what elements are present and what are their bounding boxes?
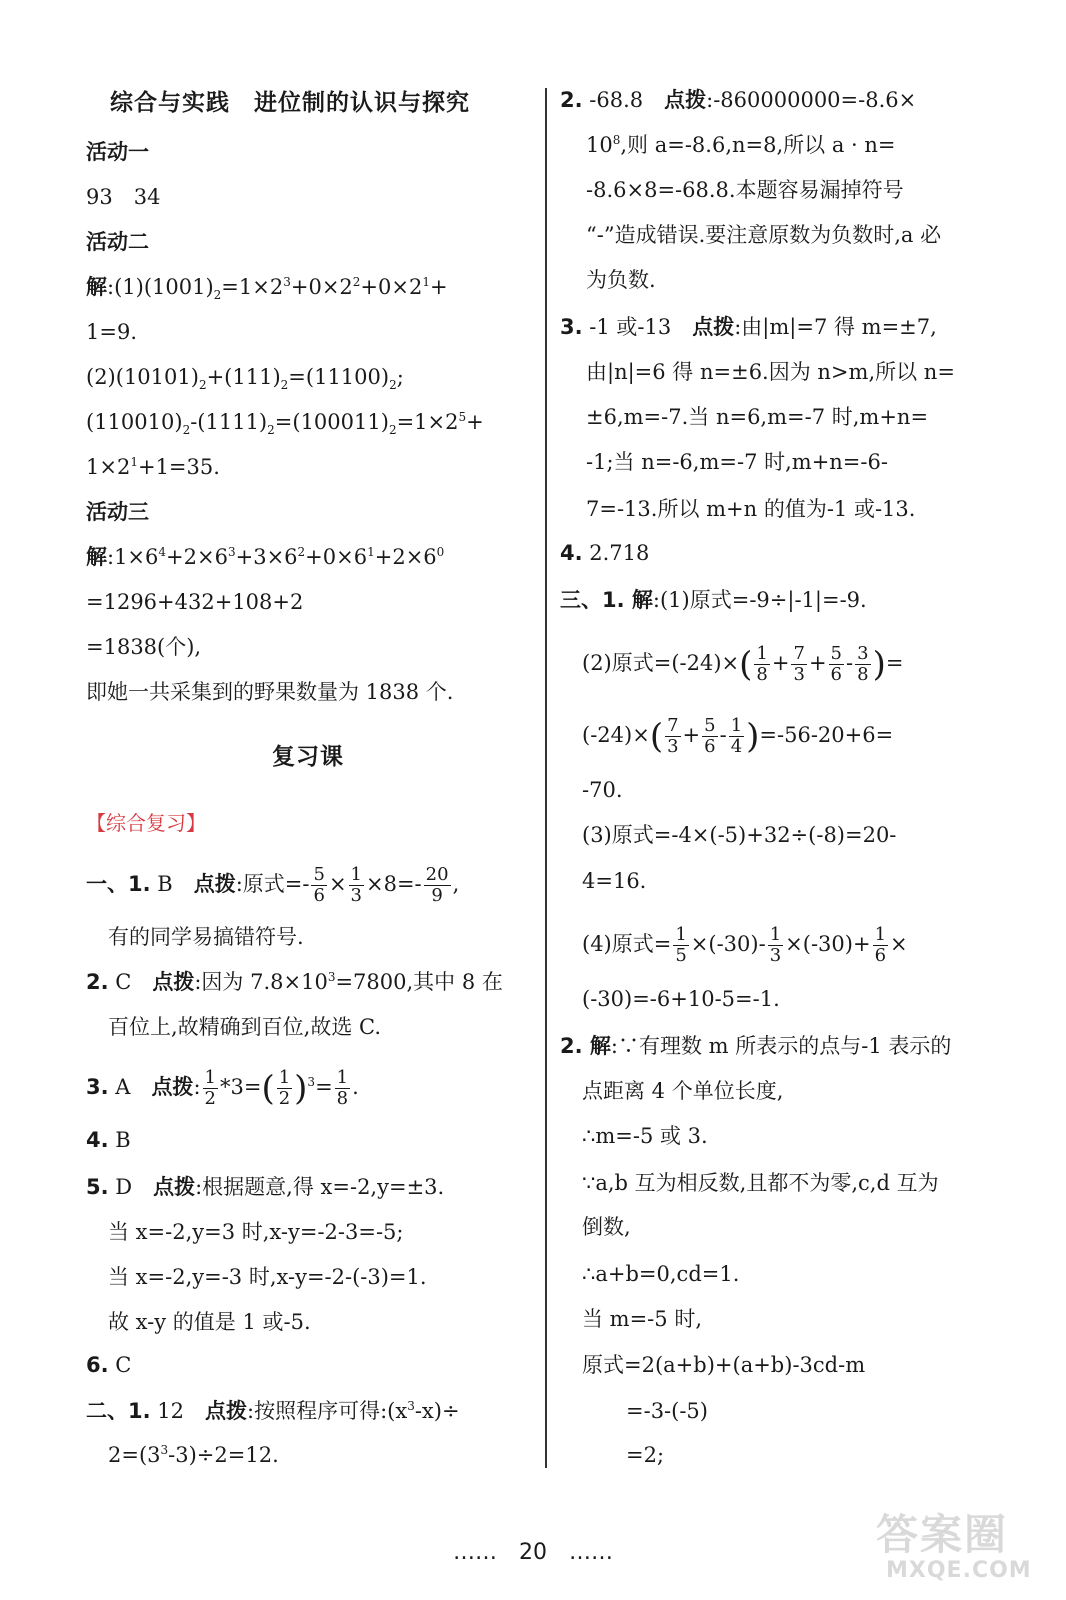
denominator: 8	[857, 664, 869, 685]
text: =	[885, 651, 904, 675]
r2-line-5: 为负数.	[586, 268, 656, 292]
denominator: 3	[667, 736, 679, 757]
activity-1-answer: 93 34	[86, 185, 161, 209]
column-divider	[545, 88, 547, 1468]
paren: )	[746, 716, 760, 757]
fraction	[665, 716, 680, 757]
fraction	[424, 865, 451, 906]
text: 2=(3	[108, 1443, 161, 1467]
solution-label: 解	[86, 275, 107, 299]
fraction	[791, 644, 806, 685]
q1-6	[86, 1350, 131, 1380]
denominator: 8	[336, 1088, 349, 1109]
hint-label: 点拨	[193, 872, 236, 896]
paren: (	[261, 1068, 275, 1109]
s3-2-line-7: 当 m=-5 时,	[582, 1307, 702, 1331]
numerator: 7	[793, 643, 805, 664]
fraction	[829, 644, 844, 685]
solution-label: 解	[582, 1034, 611, 1058]
sup: 3	[327, 970, 336, 984]
text: =(100011)	[274, 410, 389, 434]
text: +	[771, 651, 790, 675]
sup: 5	[458, 410, 467, 424]
numerator: 5	[830, 643, 842, 664]
text: -1 或-13	[582, 315, 693, 339]
s3-2-line-6: ∴a+b=0,cd=1.	[582, 1262, 740, 1286]
text: B	[108, 1128, 131, 1152]
text: ;	[396, 365, 404, 389]
text: *3=	[219, 1075, 262, 1099]
paren: )	[872, 644, 886, 685]
text: ,	[452, 872, 460, 896]
text: :1×6	[107, 545, 159, 569]
s3-1-line-6: 4=16.	[582, 869, 647, 893]
section-title: 综合与实践 进位制的认识与探究	[110, 90, 470, 116]
watermark-logo	[868, 1502, 1048, 1592]
r3-line-2: 由|n|=6 得 n=±6.因为 n>m,所以 n=	[586, 360, 955, 384]
text: =1×2	[396, 410, 459, 434]
s3-2-line-5: 倒数,	[582, 1215, 631, 1239]
numerator: 1	[336, 1067, 349, 1088]
sub: 2	[388, 423, 397, 438]
r3-line-1	[560, 312, 937, 342]
sup: 2	[297, 545, 306, 559]
sup: 1	[367, 545, 375, 559]
text: +0×2	[290, 275, 353, 299]
text: =1×2	[221, 275, 284, 299]
text: A	[108, 1075, 152, 1099]
r4	[560, 538, 649, 568]
sub: 2	[213, 288, 222, 303]
denominator: 3	[793, 664, 805, 685]
activity-2-line-2: 1=9.	[86, 320, 137, 344]
review-tag: 【综合复习】	[86, 811, 206, 835]
denominator: 5	[675, 945, 687, 966]
sup: 3	[227, 545, 236, 559]
numerator: 3	[857, 643, 869, 664]
r2-line-3: -8.6×8=-68.8.本题容易漏掉符号	[586, 178, 904, 202]
denominator: 6	[830, 664, 842, 685]
q1-5-line-3: 当 x=-2,y=-3 时,x-y=-2-(-3)=1.	[108, 1265, 427, 1289]
paren: (	[739, 644, 753, 685]
fraction	[311, 865, 326, 906]
q-num: 6.	[86, 1353, 109, 1377]
numerator: 1	[874, 924, 887, 945]
fraction	[754, 644, 769, 685]
s3-1-line-8: (-30)=-6+10-5=-1.	[582, 987, 780, 1011]
text: 12	[150, 1399, 205, 1423]
hint-label: 点拨	[152, 970, 195, 994]
text: +	[808, 651, 827, 675]
activity-3-title: 活动三	[86, 500, 149, 524]
numerator: 5	[313, 864, 325, 885]
sup: 3	[283, 275, 291, 289]
q2-1-line-2	[108, 1440, 279, 1470]
hint-label: 点拨	[153, 1175, 196, 1199]
denominator: 9	[431, 885, 443, 906]
q-num: 2.	[560, 1034, 583, 1058]
numerator: 1	[204, 1067, 216, 1088]
sup: 4	[158, 545, 167, 559]
s3-2-line-1	[560, 1031, 951, 1061]
numerator: 1	[675, 924, 687, 945]
text: :-860000000=-8.6×	[706, 88, 917, 112]
text: +2×6	[374, 545, 437, 569]
text: :按照程序可得:(x	[247, 1399, 408, 1423]
q2-1-line-1	[86, 1396, 460, 1426]
text: ,则 a=-8.6,n=8,所以 a · n=	[620, 133, 896, 157]
paren: (	[649, 716, 664, 757]
s3-1-line-3	[582, 716, 893, 757]
text: :	[193, 1075, 201, 1099]
r2-line-4: “-”造成错误.要注意原数为负数时,a 必	[586, 223, 942, 247]
q-num: 2.	[86, 970, 109, 994]
activity-3-line-2: =1296+432+108+2	[86, 590, 304, 614]
text: (2)原式=(-24)×	[582, 651, 740, 675]
q1-4	[86, 1125, 131, 1155]
activity-3-line-3: =1838(个),	[86, 635, 202, 659]
sup: 1	[422, 275, 430, 289]
q1-5-line-4: 故 x-y 的值是 1 或-5.	[108, 1310, 311, 1334]
text: 10	[586, 133, 613, 157]
sup: 3	[407, 1399, 415, 1413]
sup: 3	[160, 1443, 169, 1457]
fraction	[729, 716, 744, 757]
solution-label: 解	[624, 588, 653, 612]
watermark-url: MXQE.COM	[886, 1558, 1032, 1583]
numerator: 1	[769, 924, 782, 945]
text: -	[719, 723, 727, 747]
q1-3-line-1	[86, 1068, 359, 1109]
activity-2-line-3	[86, 362, 404, 392]
text: 2.718	[582, 541, 650, 565]
q-num: 二、1.	[86, 1399, 151, 1423]
text: (2)(10101)	[86, 365, 199, 389]
denominator: 6	[704, 736, 716, 757]
q-num: 2.	[560, 88, 583, 112]
s3-2-line-3: ∴m=-5 或 3.	[582, 1124, 708, 1148]
text: -	[846, 651, 854, 675]
text: :根据题意,得 x=-2,y=±3.	[195, 1175, 445, 1199]
text: ×(-30)-	[690, 932, 766, 956]
activity-3-line-4: 即她一共采集到的野果数量为 1838 个.	[86, 680, 454, 704]
text: C	[108, 970, 153, 994]
numerator: 1	[350, 864, 362, 885]
review-title: 复习课	[272, 744, 344, 770]
sub: 2	[389, 378, 397, 393]
text: -68.8	[582, 88, 665, 112]
s3-1-line-2	[582, 644, 903, 685]
s3-2-line-2: 点距离 4 个单位长度,	[582, 1079, 784, 1103]
text: =-56-20+6=	[759, 723, 894, 747]
text: ×	[890, 932, 908, 956]
fraction	[673, 925, 688, 966]
text: +2×6	[166, 545, 228, 569]
hint-label: 点拨	[664, 88, 707, 112]
text: :因为 7.8×10	[194, 970, 328, 994]
s3-2-line-8: 原式=2(a+b)+(a+b)-3cd-m	[582, 1353, 866, 1377]
fraction	[349, 865, 364, 906]
numerator: 5	[704, 715, 716, 736]
sup: 2	[352, 275, 361, 289]
hint-label: 点拨	[692, 315, 735, 339]
s3-1-line-1	[560, 585, 867, 615]
denominator: 6	[874, 945, 887, 966]
text: .	[352, 1075, 359, 1099]
activity-2-line-4	[86, 407, 484, 437]
numerator: 1	[756, 643, 768, 664]
text: (4)原式=	[582, 932, 672, 956]
denominator: 2	[204, 1088, 216, 1109]
text: +0×6	[305, 545, 368, 569]
fraction	[335, 1068, 350, 1109]
fraction	[702, 716, 717, 757]
r3-line-3: ±6,m=-7.当 n=6,m=-7 时,m+n=	[586, 405, 929, 429]
fraction	[873, 925, 888, 966]
text: (110010)	[86, 410, 183, 434]
text: +(111)	[206, 365, 281, 389]
q-num: 5.	[86, 1175, 109, 1199]
activity-1-title: 活动一	[86, 140, 149, 164]
sup: 0	[436, 545, 445, 559]
text: :(1)(1001)	[107, 275, 214, 299]
text: =	[315, 1075, 333, 1099]
denominator: 8	[756, 664, 768, 685]
q-num: 一、1.	[86, 872, 151, 896]
denominator: 4	[730, 736, 743, 757]
activity-2-title: 活动二	[86, 230, 149, 254]
hint-label: 点拨	[205, 1399, 247, 1423]
q-num: 4.	[560, 541, 583, 565]
watermark-text: 答案圈	[876, 1510, 1009, 1559]
text: -3)÷2=12.	[168, 1443, 279, 1467]
s3-2-line-9: =-3-(-5)	[626, 1399, 708, 1423]
r3-line-4: -1;当 n=-6,m=-7 时,m+n=-6-	[586, 450, 888, 474]
q-num: 三、1.	[560, 588, 625, 612]
q-num: 3.	[560, 315, 583, 339]
denominator: 6	[313, 885, 325, 906]
text: :(1)原式=-9÷|-1|=-9.	[652, 588, 867, 612]
text: ×	[328, 872, 347, 896]
text: :原式=-	[235, 872, 310, 896]
numerator: 1	[730, 715, 743, 736]
s3-1-line-7	[582, 925, 908, 966]
s3-1-line-5: (3)原式=-4×(-5)+32÷(-8)=20-	[582, 823, 897, 847]
q1-1-line-1	[86, 865, 459, 906]
activity-3-line-1	[86, 542, 444, 572]
s3-2-line-4: ∵a,b 互为相反数,且都不为零,c,d 互为	[582, 1171, 939, 1195]
fraction	[277, 1068, 292, 1109]
q1-1-line-2: 有的同学易搞错符号.	[108, 925, 304, 949]
r2-line-1	[560, 85, 916, 115]
sub: 2	[267, 423, 275, 438]
sup: 8	[612, 133, 621, 147]
s3-2-line-10: =2;	[626, 1443, 665, 1467]
activity-2-line-1	[86, 272, 448, 302]
text: +	[682, 723, 701, 747]
text: C	[108, 1353, 132, 1377]
text: =(11100)	[288, 365, 390, 389]
r3-line-5: 7=-13.所以 m+n 的值为-1 或-13.	[586, 497, 916, 521]
denominator: 2	[278, 1088, 291, 1109]
paren: )	[294, 1068, 308, 1109]
text: +	[466, 410, 484, 434]
text: -x)÷	[414, 1399, 460, 1423]
denominator: 3	[769, 945, 782, 966]
text: +0×2	[360, 275, 423, 299]
fraction	[203, 1068, 218, 1109]
hint-label: 点拨	[151, 1075, 194, 1099]
q1-5-line-2: 当 x=-2,y=3 时,x-y=-2-3=-5;	[108, 1220, 404, 1244]
q-num: 4.	[86, 1128, 109, 1152]
numerator: 20	[425, 864, 449, 885]
text: 1×2	[86, 455, 131, 479]
text: +	[429, 275, 448, 299]
denominator: 3	[350, 885, 362, 906]
text: :由|m|=7 得 m=±7,	[734, 315, 937, 339]
sub: 2	[280, 378, 289, 393]
solution-label: 解	[86, 545, 107, 569]
text: ×(-30)+	[785, 932, 871, 956]
text: ×8=-	[366, 872, 422, 896]
numerator: 7	[667, 715, 679, 736]
text: B	[150, 872, 194, 896]
text: D	[108, 1175, 154, 1199]
r2-line-2	[586, 130, 896, 160]
text: (-24)×	[582, 723, 650, 747]
sub: 2	[182, 423, 191, 438]
text: :∵有理数 m 所表示的点与-1 表示的	[610, 1034, 952, 1058]
sup: 1	[130, 455, 138, 469]
text: +1=35.	[137, 455, 220, 479]
sup: 3	[307, 1075, 316, 1089]
s3-1-line-4: -70.	[582, 778, 623, 802]
text: -(1111)	[190, 410, 268, 434]
page-number: …… 20 ……	[453, 1540, 613, 1565]
q-num: 3.	[86, 1075, 109, 1099]
text: +3×6	[235, 545, 298, 569]
numerator: 1	[278, 1067, 291, 1088]
fraction	[768, 925, 783, 966]
sub: 2	[198, 378, 207, 393]
q1-2-line-1	[86, 967, 503, 997]
text: =7800,其中 8 在	[335, 970, 503, 994]
q1-5-line-1	[86, 1172, 444, 1202]
q1-2-line-2: 百位上,故精确到百位,故选 C.	[108, 1015, 382, 1039]
fraction	[855, 644, 870, 685]
activity-2-line-5	[86, 452, 220, 482]
